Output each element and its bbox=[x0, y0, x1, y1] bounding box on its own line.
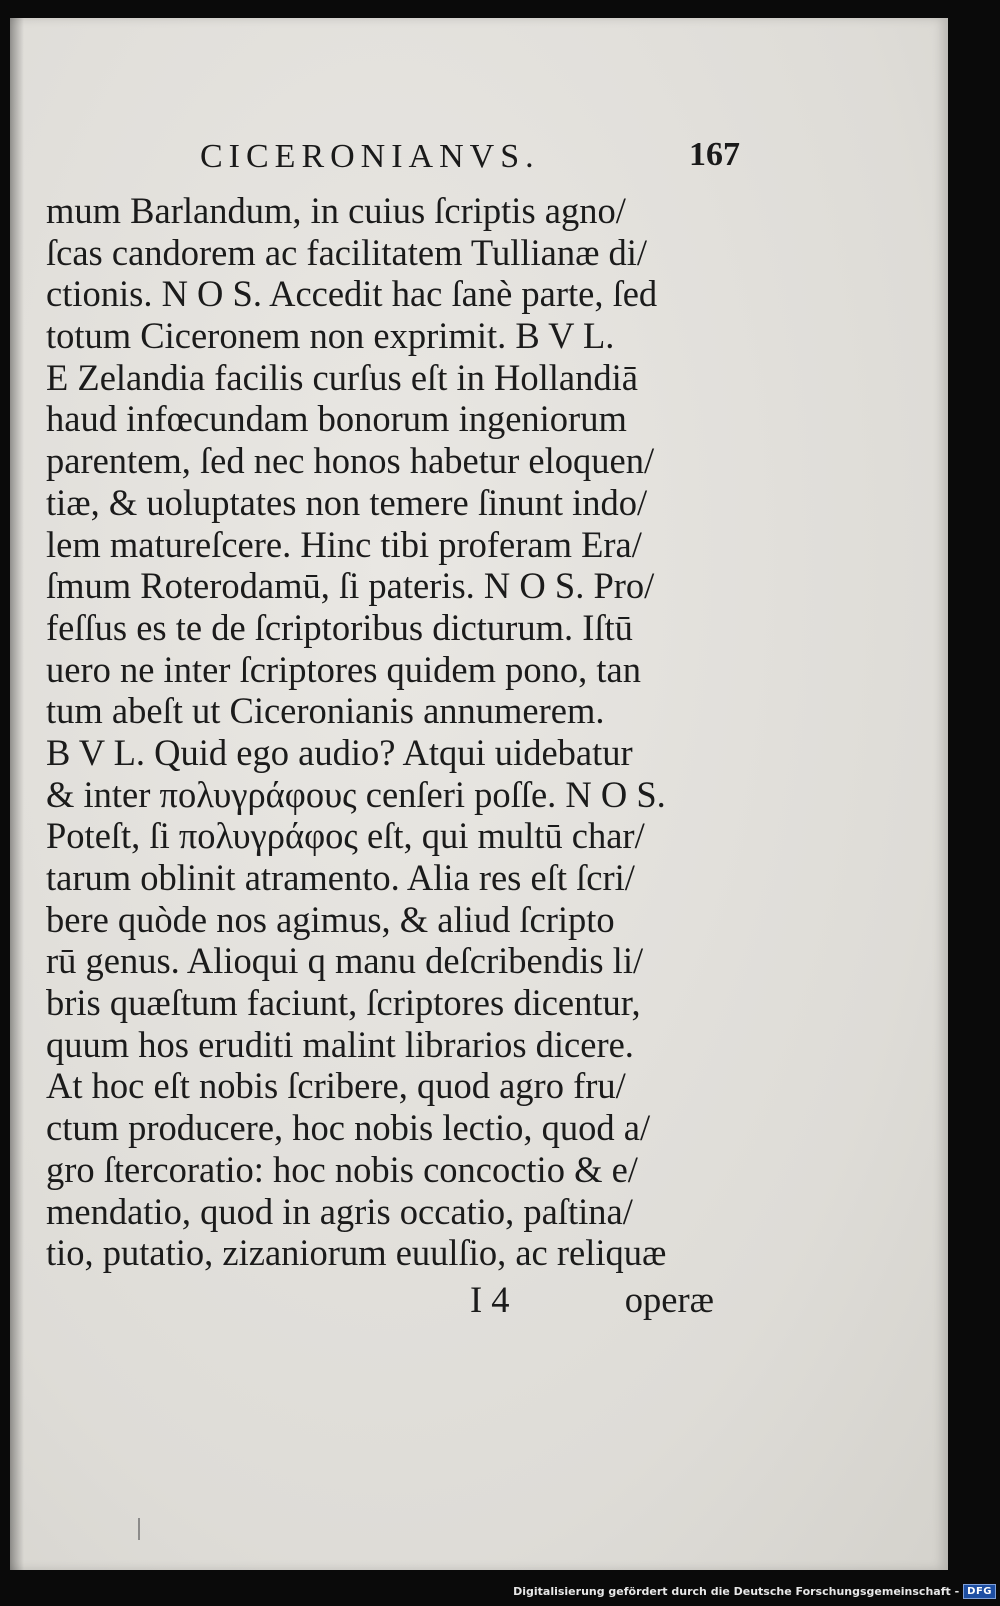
text-line: feſſus es te de ſcriptoribus dicturum. Iſtū bbox=[46, 606, 633, 648]
page-number: 167 bbox=[689, 136, 740, 173]
text-line: bere quòde nos agimus, & aliud ſcripto bbox=[46, 898, 615, 940]
text-line: B V L. Quid ego audio? Atqui uidebatur bbox=[46, 731, 633, 773]
text-line: uero ne inter ſcriptores quidem pono, tan bbox=[46, 648, 641, 690]
text-line: totum Ciceronem non exprimit. B V L. bbox=[46, 315, 615, 357]
text-line: parentem, ſed nec honos habetur eloquen/ bbox=[46, 440, 655, 482]
text-line: tarum oblinit atramento. Alia res eſt ſcri/ bbox=[46, 857, 635, 898]
text-line: bris quæſtum faciunt, ſcriptores dicentur, bbox=[46, 982, 641, 1024]
text-line: tio, putatio, zizaniorum euulſio, ac reliquæ bbox=[46, 1232, 667, 1274]
text-line: tiæ, & uoluptates non temere ſinunt indo/ bbox=[46, 481, 648, 523]
text-line: quum hos eruditi malint librarios dicere. bbox=[46, 1023, 634, 1065]
text-line: E Zelandia facilis curſus eſt in Hollandiā bbox=[46, 356, 638, 398]
text-line: & inter πολυγράφους cenſeri poſſe. N O S. bbox=[46, 773, 666, 815]
text-line: tum abeſt ut Ciceronianis annumerem. bbox=[46, 690, 605, 732]
text-line: haud infœcundam bonorum ingeniorum bbox=[46, 398, 627, 440]
text-line: ſmum Roterodamū, ſi pateris. N O S. Pro/ bbox=[46, 565, 655, 607]
stray-ink-mark bbox=[138, 1518, 140, 1540]
text-line: Poteſt, ſi πολυγράφος eſt, qui multū char/ bbox=[46, 815, 645, 857]
text-line: ſcas candorem ac facilitatem Tullianæ di/ bbox=[46, 231, 648, 273]
running-head: CICERONIANVS. bbox=[200, 138, 540, 175]
catchword: operæ bbox=[624, 1279, 714, 1320]
book-page bbox=[10, 18, 948, 1570]
text-line: mum Barlandum, in cuius ſcriptis agno/ bbox=[46, 190, 626, 231]
signature-mark: I 4 bbox=[470, 1279, 510, 1320]
text-line: rū genus. Alioqui q manu deſcribendis li/ bbox=[46, 940, 644, 982]
page-header bbox=[200, 126, 740, 176]
text-line: At hoc eſt nobis ſcribere, quod agro fru/ bbox=[46, 1065, 626, 1107]
text-line: ctionis. N O S. Accedit hac ſanè parte, ſed bbox=[46, 273, 658, 315]
text-line: gro ſtercoratio: hoc nobis concoctio & e/ bbox=[46, 1148, 638, 1190]
text-line: lem matureſcere. Hinc tibi proferam Era/ bbox=[46, 523, 642, 565]
text-line: ctum producere, hoc nobis lectio, quod a/ bbox=[46, 1107, 651, 1149]
dfg-logo-icon: DFG bbox=[963, 1584, 996, 1599]
footer-credit: Digitalisierung gefördert durch die Deutsche Forschungsgemeinschaft - bbox=[513, 1584, 960, 1598]
text-line: mendatio, quod in agris occatio, paſtina/ bbox=[46, 1190, 633, 1232]
gutter-shadow bbox=[10, 18, 24, 1570]
digitization-footer bbox=[513, 1578, 996, 1604]
text-block bbox=[46, 190, 746, 1274]
catch-line bbox=[470, 1278, 750, 1322]
